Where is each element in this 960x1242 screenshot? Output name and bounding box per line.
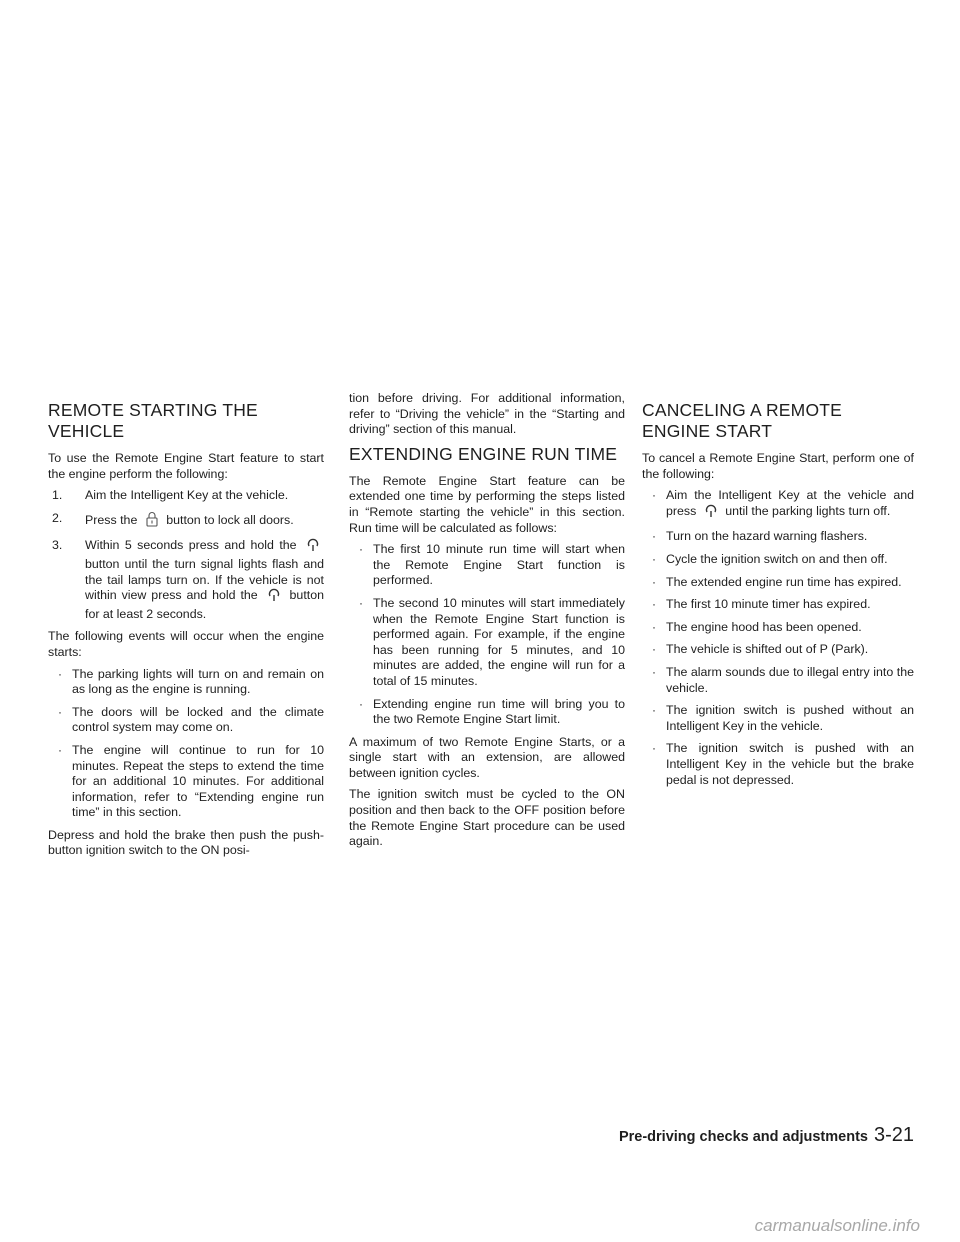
step-1 xyxy=(48,488,324,504)
steps-list xyxy=(48,488,324,622)
list-item: · Extending engine run time will bring you to the two Remote Engine Start limit. xyxy=(349,697,625,728)
run-time-list xyxy=(349,542,625,728)
max-starts-paragraph: A maximum of two Remote Engine Starts, or a single start with an extension, are allowed between ignition cycles. xyxy=(349,734,625,780)
list-item: · The extended engine run time has expired. xyxy=(642,575,914,591)
watermark: carmanualsonline.info xyxy=(754,1216,920,1235)
heading-remote-starting: REMOTE STARTING THE VEHICLE xyxy=(48,400,258,441)
events-list xyxy=(48,667,324,821)
column-remote-starting xyxy=(48,400,324,865)
step-1-number: 1. xyxy=(52,488,63,503)
remote-start-icon xyxy=(306,538,320,557)
lock-icon xyxy=(145,511,159,532)
cancel-item-1-text-b: until the parking lights turn off. xyxy=(725,503,891,518)
ignition-cycle-paragraph: The ignition switch must be cycled to the ON position and then back to the OFF position before the Remote Engine Start procedure can be used again. xyxy=(349,787,625,849)
cancel-item-1-text-a: Aim the Intelligent Key at the vehicle and press xyxy=(666,488,914,518)
intro-remote-starting: To use the Remote Engine Start feature to start the engine perform the following: xyxy=(48,451,324,481)
list-item: · The doors will be locked and the climate control system may come on. xyxy=(48,705,324,736)
intro-canceling: To cancel a Remote Engine Start, perform one of the following: xyxy=(642,451,914,481)
page-number: 3-21 xyxy=(873,1124,914,1146)
list-item: · The first 10 minute run time will start when the Remote Engine Start function is performed. xyxy=(349,542,625,589)
remote-start-icon xyxy=(704,504,718,523)
intro-extending: The Remote Engine Start feature can be extended one time by performing the steps listed in “Remote starting the vehicle” in this section. Run time will be calculated as follows: xyxy=(349,473,625,535)
footer-section-title: Pre-driving checks and adjustments xyxy=(618,1129,868,1145)
remote-start-icon xyxy=(267,588,281,607)
page-footer xyxy=(619,1124,914,1147)
list-item: · Cycle the ignition switch on and then off. xyxy=(642,552,914,568)
step-2-text-b: button to lock all doors. xyxy=(166,512,294,527)
column-extending-run-time xyxy=(349,391,625,856)
list-item: · The engine will continue to run for 10 minutes. Repeat the steps to extend the time for an additional 10 minutes. For additional information, refer to “Extending engine run time” in this section. xyxy=(48,743,324,821)
step-3-text-c: button for at least 2 seconds. xyxy=(85,588,324,621)
cancel-list xyxy=(642,488,914,788)
column-canceling xyxy=(642,400,914,795)
list-item: · Turn on the hazard warning flashers. xyxy=(642,529,914,545)
list-item: · The ignition switch is pushed without an Intelligent Key in the vehicle. xyxy=(642,703,914,734)
list-item: · The second 10 minutes will start immediately when the Remote Engine Start function is performed again. For example, if the engine has been running for 5 minutes, and 10 minutes are added, the engine will run for a total of 15 minutes. xyxy=(349,596,625,690)
list-item: · The parking lights will turn on and remain on as long as the engine is running. xyxy=(48,667,324,698)
list-item: · The ignition switch is pushed with an Intelligent Key in the vehicle but the brake pedal is not depressed. xyxy=(642,741,914,788)
list-item: · The vehicle is shifted out of P (Park). xyxy=(642,642,914,658)
step-3-text-a: Within 5 seconds press and hold the xyxy=(85,538,297,553)
list-item: · The engine hood has been opened. xyxy=(642,620,914,636)
heading-canceling: CANCELING A REMOTE ENGINE START xyxy=(642,400,843,441)
step-3 xyxy=(48,538,324,622)
list-item xyxy=(642,488,914,522)
step-3-text-b: button until the turn signal lights flash and the tail lamps turn on. If the vehicle is not within view press and hold the xyxy=(85,556,324,603)
closing-paragraph: Depress and hold the brake then push the push-button ignition switch to the ON posi- xyxy=(48,827,324,858)
continued-paragraph: tion before driving. For additional information, refer to “Driving the vehicle” in the “Starting and driving” section of this manual. xyxy=(349,391,625,437)
step-1-text: Aim the Intelligent Key at the vehicle. xyxy=(85,488,289,503)
heading-extending-run-time: EXTENDING ENGINE RUN TIME xyxy=(349,443,618,464)
step-2-text-a: Press the xyxy=(85,512,138,527)
step-2 xyxy=(48,511,324,532)
step-2-number: 2. xyxy=(52,510,63,525)
step-3-number: 3. xyxy=(52,538,63,553)
list-item: · The first 10 minute timer has expired. xyxy=(642,597,914,613)
events-intro: The following events will occur when the engine starts: xyxy=(48,629,324,659)
list-item: · The alarm sounds due to illegal entry into the vehicle. xyxy=(642,665,914,696)
